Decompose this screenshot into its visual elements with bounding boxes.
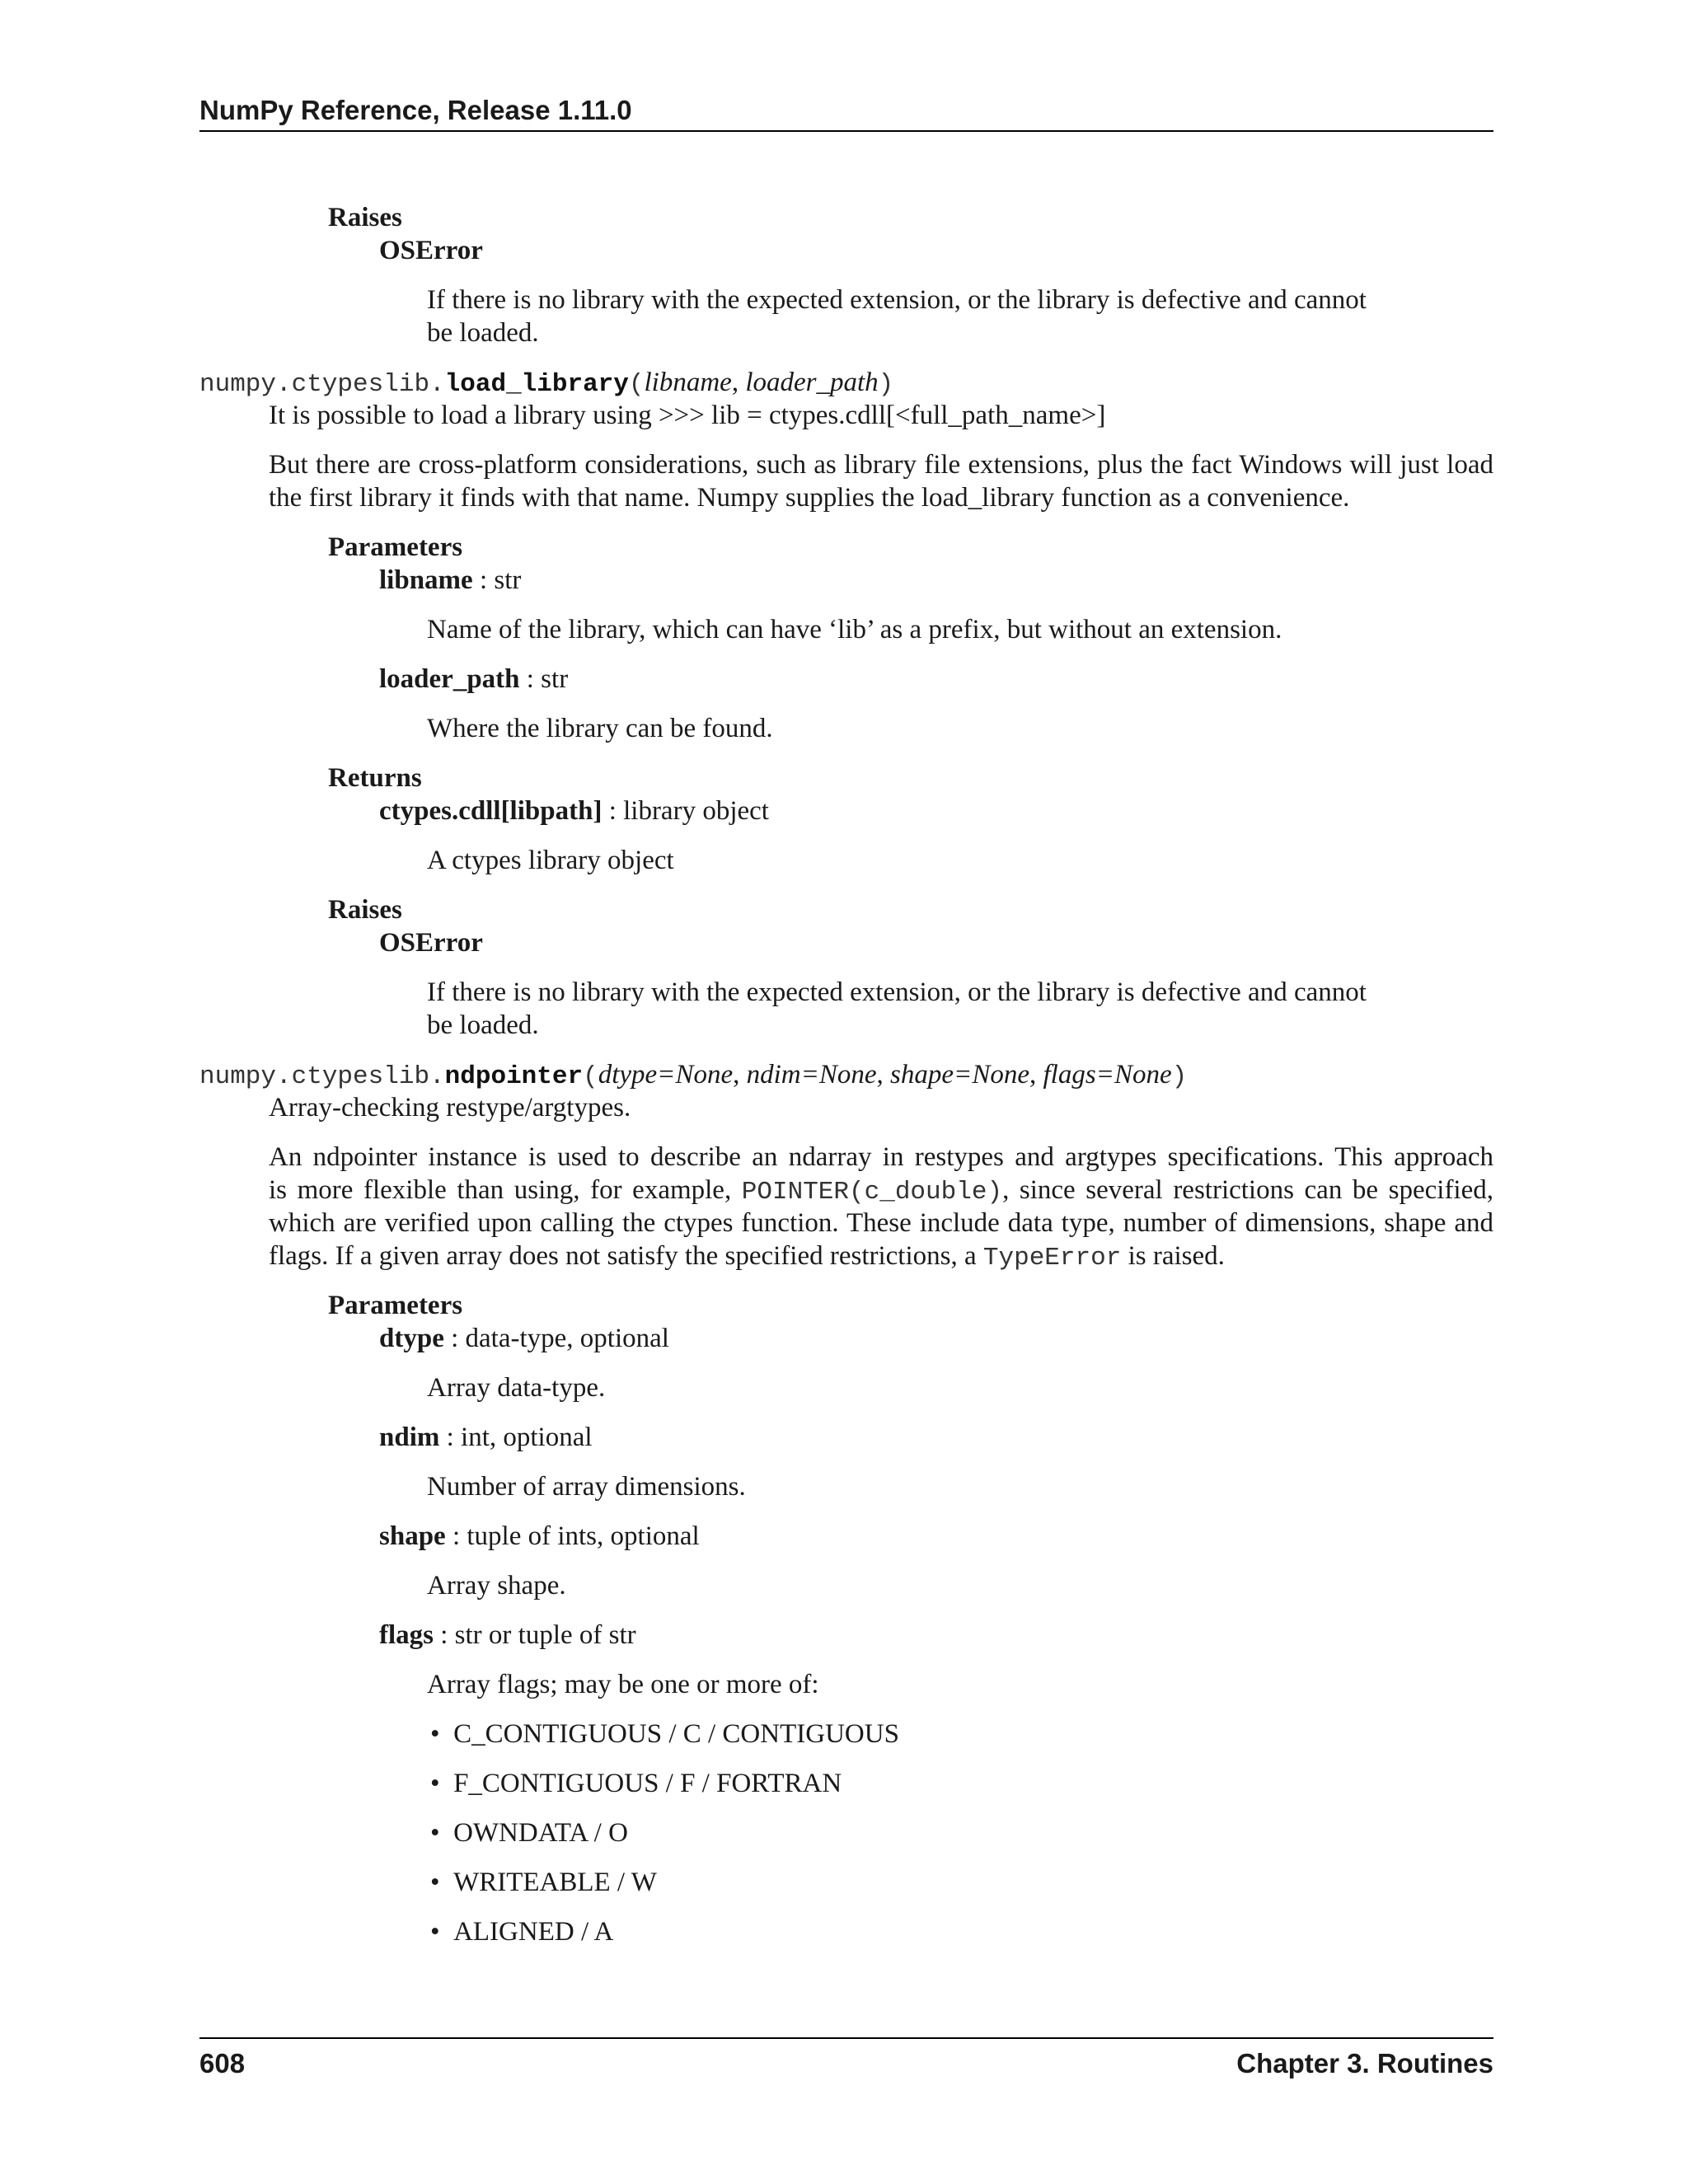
text-segment: is more flexible than using, for example, <box>269 1175 742 1205</box>
param-type: : str or tuple of str <box>434 1620 636 1650</box>
param-type: : str <box>519 664 569 694</box>
flag-option: ALIGNED / A <box>453 1917 614 1947</box>
arg-default: =None <box>800 1060 877 1090</box>
load-library-summary: It is possible to load a library using >>> lib = ctypes.cdll[<full_path_name>] <box>269 401 1106 430</box>
list-item <box>430 1718 899 1750</box>
param-name: libname <box>379 565 473 595</box>
signature-separator: , <box>1029 1060 1043 1090</box>
param-libname <box>379 564 521 597</box>
signature-arg-dtype <box>598 1060 733 1090</box>
load-library-paragraph-line1: But there are cross-platform considerations, such as library file extensions, plus the fact Windows will just load <box>269 450 1493 480</box>
ndpointer-paragraph-line2 <box>269 1174 1493 1209</box>
raises-description-line1: If there is no library with the expected extension, or the library is defective and cannot <box>427 285 1367 315</box>
param-shape <box>379 1520 700 1553</box>
raises-description-line1: If there is no library with the expected extension, or the library is defective and cannot <box>427 977 1367 1007</box>
inline-code-typeerror: TypeError <box>982 1244 1122 1272</box>
chapter-title: Chapter 3. Routines <box>1236 2048 1493 2079</box>
param-dtype <box>379 1322 669 1355</box>
param-loader-path-description: Where the library can be found. <box>427 714 773 743</box>
text-segment: , since several restrictions can be specified, <box>1002 1175 1494 1205</box>
param-dtype-description: Array data-type. <box>427 1373 606 1403</box>
ndpointer-signature <box>199 1058 1187 1094</box>
param-name: flags <box>379 1620 434 1650</box>
flag-option: C_CONTIGUOUS / C / CONTIGUOUS <box>453 1719 899 1749</box>
param-name: ndim <box>379 1422 440 1452</box>
param-flags <box>379 1619 636 1652</box>
list-item <box>430 1816 628 1849</box>
footer-rule <box>199 2037 1493 2039</box>
flag-option: OWNDATA / O <box>453 1818 628 1848</box>
arg-name: shape <box>890 1060 954 1090</box>
signature-module: numpy.ctypeslib. <box>199 370 445 399</box>
param-ndim <box>379 1421 593 1454</box>
return-value <box>379 794 769 827</box>
raises-description-line2: be loaded. <box>427 1010 539 1040</box>
bullet-glyph: • <box>430 1917 440 1947</box>
load-library-paragraph-line2: the first library it finds with that name. Numpy supplies the load_library function as a convenience. <box>269 483 1350 513</box>
signature-param-libname: libname <box>644 368 732 397</box>
bullet-glyph: • <box>430 1868 440 1897</box>
signature-arg-shape <box>890 1060 1029 1090</box>
signature-separator: , <box>876 1060 891 1090</box>
text-segment: flags. If a given array does not satisfy the specified restrictions, a <box>269 1241 983 1271</box>
bullet-glyph: • <box>430 1769 440 1798</box>
return-name: ctypes.cdll[libpath] <box>379 796 603 826</box>
flag-option: F_CONTIGUOUS / F / FORTRAN <box>453 1769 842 1798</box>
inline-code-pointer: POINTER(c_double) <box>741 1178 1003 1207</box>
raises-exception-name: OSError <box>379 236 483 265</box>
ndpointer-paragraph-line4 <box>269 1240 1225 1275</box>
text-segment: is raised. <box>1121 1241 1225 1271</box>
arg-name: flags <box>1043 1060 1096 1090</box>
ndpointer-paragraph-line3: which are verified upon calling the ctypes function. These include data type, number of dimensions, shape and <box>269 1208 1493 1238</box>
param-type: : data-type, optional <box>443 1324 669 1353</box>
param-name: dtype <box>379 1324 444 1353</box>
flag-option: WRITEABLE / W <box>453 1868 657 1897</box>
signature-open-paren: ( <box>628 370 645 399</box>
raises-heading: Raises <box>328 895 402 925</box>
return-type: : library object <box>602 796 769 826</box>
return-description: A ctypes library object <box>427 846 674 875</box>
raises-heading: Raises <box>328 203 402 232</box>
param-type: : str <box>472 565 522 595</box>
signature-module: numpy.ctypeslib. <box>199 1062 445 1091</box>
bullet-glyph: • <box>430 1719 440 1749</box>
load-library-signature <box>199 366 893 401</box>
running-header: NumPy Reference, Release 1.11.0 <box>199 95 632 125</box>
arg-default: =None <box>954 1060 1029 1090</box>
header-rule <box>199 130 1493 132</box>
list-item <box>430 1767 842 1800</box>
signature-close-paren: ) <box>1171 1062 1188 1091</box>
signature-separator: , <box>733 1060 747 1090</box>
list-item <box>430 1915 613 1948</box>
param-ndim-description: Number of array dimensions. <box>427 1472 746 1502</box>
parameters-heading: Parameters <box>328 532 463 562</box>
list-item <box>430 1866 657 1899</box>
signature-arg-ndim <box>747 1060 877 1090</box>
ndpointer-summary: Array-checking restype/argtypes. <box>269 1093 631 1122</box>
param-name: shape <box>379 1521 446 1551</box>
param-loader-path <box>379 663 568 696</box>
param-name: loader_path <box>379 664 520 694</box>
parameters-heading: Parameters <box>328 1291 463 1320</box>
arg-name: dtype <box>598 1060 658 1090</box>
returns-heading: Returns <box>328 763 422 793</box>
signature-separator: , <box>731 368 746 397</box>
signature-arg-flags <box>1043 1060 1171 1090</box>
arg-default: =None <box>657 1060 734 1090</box>
param-libname-description: Name of the library, which can have ‘lib’ as a prefix, but without an extension. <box>427 615 1282 644</box>
page-number: 608 <box>199 2048 246 2079</box>
ndpointer-paragraph-line1: An ndpointer instance is used to describe an ndarray in restypes and argtypes specifications. This approach <box>269 1142 1493 1172</box>
param-shape-description: Array shape. <box>427 1571 566 1601</box>
signature-function-name: ndpointer <box>444 1062 584 1091</box>
param-type: : tuple of ints, optional <box>445 1521 700 1551</box>
param-flags-description: Array flags; may be one or more of: <box>427 1670 819 1699</box>
raises-exception-name: OSError <box>379 928 483 958</box>
signature-param-loader-path: loader_path <box>745 368 879 397</box>
raises-description-line2: be loaded. <box>427 318 539 348</box>
arg-default: =None <box>1095 1060 1172 1090</box>
signature-close-paren: ) <box>878 370 894 399</box>
signature-function-name: load_library <box>444 370 629 399</box>
bullet-glyph: • <box>430 1818 440 1848</box>
arg-name: ndim <box>746 1060 801 1090</box>
param-type: : int, optional <box>439 1422 593 1452</box>
signature-open-paren: ( <box>583 1062 598 1091</box>
